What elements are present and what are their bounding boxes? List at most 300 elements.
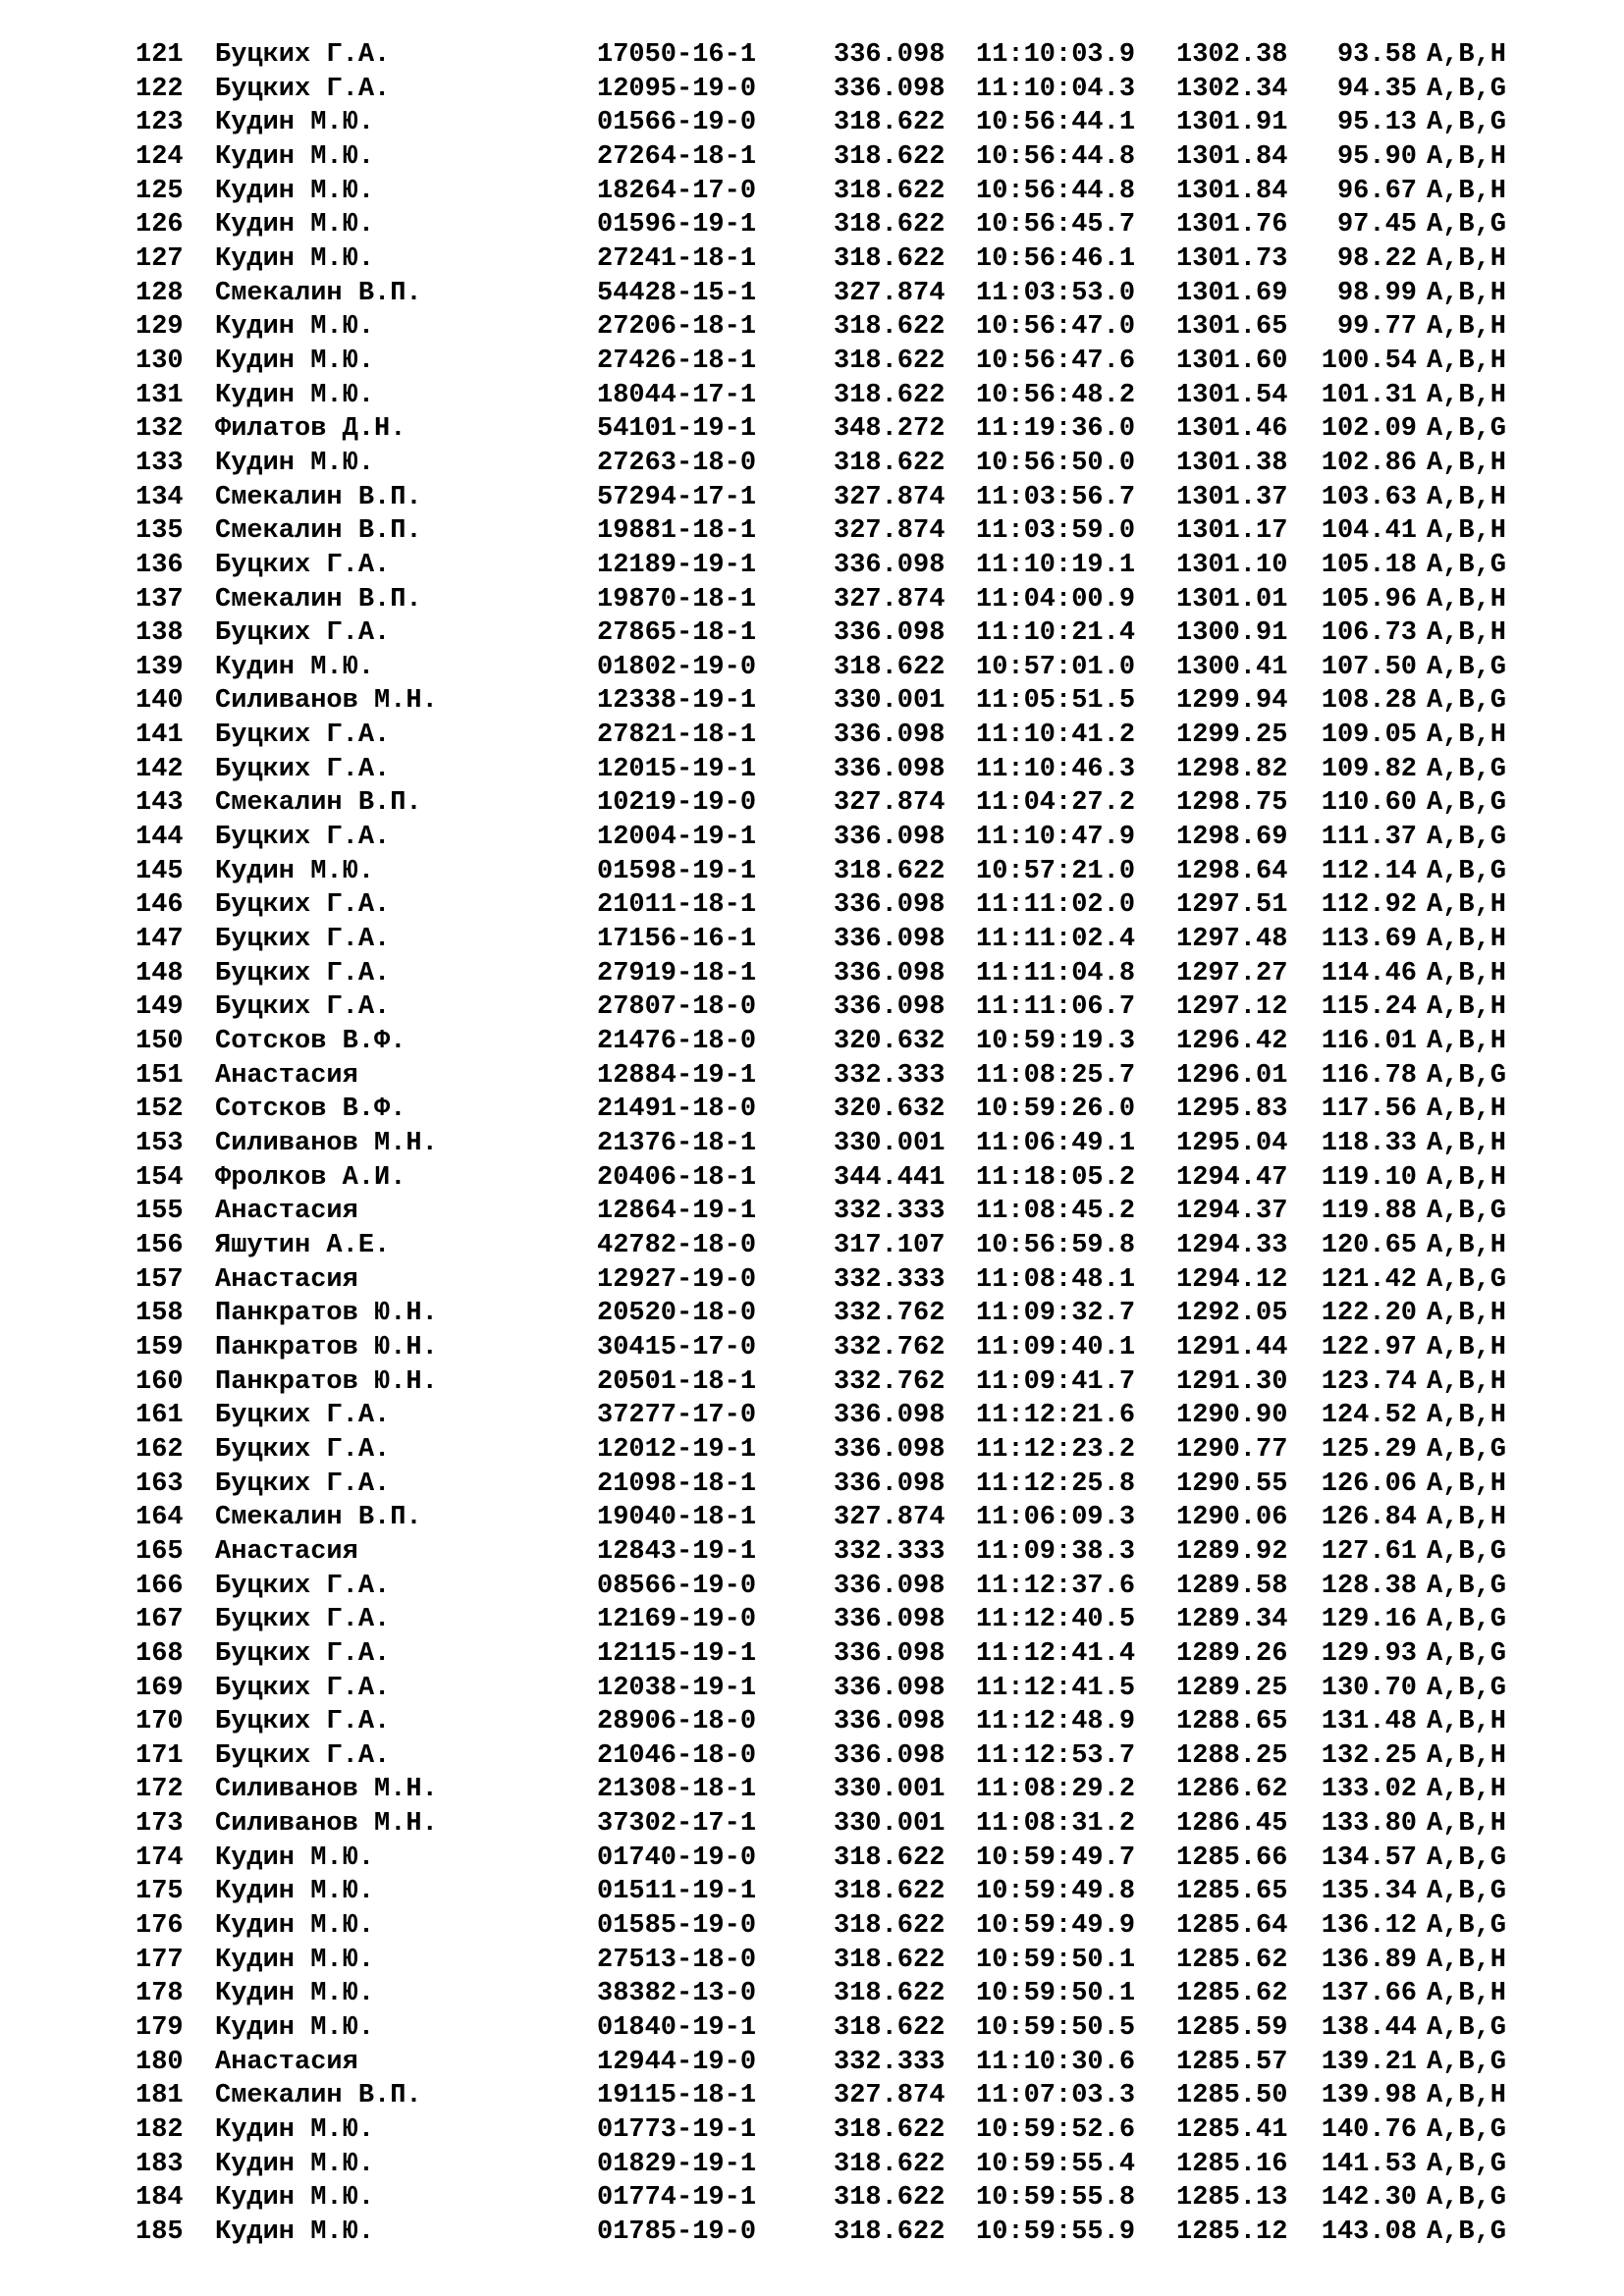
category-flags-cell: A,B,G xyxy=(1427,1434,1507,1465)
fancier-name-cell: Буцких Г.А. xyxy=(215,1468,391,1499)
fancier-name-cell: Кудин М.Ю. xyxy=(215,856,375,886)
speed-cell: 1302.34 xyxy=(1176,74,1288,104)
fancier-name-cell: Смекалин В.П. xyxy=(215,788,422,819)
category-flags-cell: A,B,G xyxy=(1427,823,1507,853)
ring-number-cell: 01829-19-1 xyxy=(597,2149,757,2179)
arrival-time-cell: 10:59:50.5 xyxy=(976,2013,1136,2044)
fancier-name-cell: Буцких Г.А. xyxy=(215,1740,391,1771)
table-row xyxy=(135,447,1549,481)
distance-cell: 348.272 xyxy=(834,414,946,445)
place-cell: 152 xyxy=(135,1095,184,1125)
ring-number-cell: 01773-19-1 xyxy=(597,2115,757,2146)
category-flags-cell: A,B,H xyxy=(1427,1468,1507,1499)
ring-number-cell: 12169-19-0 xyxy=(597,1605,757,1635)
table-row xyxy=(135,1637,1549,1672)
ring-number-cell: 20520-18-0 xyxy=(597,1299,757,1329)
speed-cell: 1294.47 xyxy=(1176,1162,1288,1193)
arrival-time-cell: 11:08:31.2 xyxy=(976,1809,1136,1840)
distance-cell: 336.098 xyxy=(834,992,946,1023)
table-row xyxy=(135,1468,1549,1502)
category-flags-cell: A,B,G xyxy=(1427,1060,1507,1091)
coefficient-cell: 107.50 xyxy=(1321,652,1417,682)
category-flags-cell: A,B,H xyxy=(1427,618,1507,649)
coefficient-cell: 101.31 xyxy=(1321,380,1417,410)
table-row xyxy=(135,1944,1549,1978)
coefficient-cell: 132.25 xyxy=(1321,1740,1417,1771)
ring-number-cell: 57294-17-1 xyxy=(597,482,757,512)
distance-cell: 336.098 xyxy=(834,1740,946,1771)
fancier-name-cell: Смекалин В.П. xyxy=(215,482,422,512)
arrival-time-cell: 11:08:45.2 xyxy=(976,1197,1136,1227)
category-flags-cell: A,B,H xyxy=(1427,1775,1507,1805)
table-row xyxy=(135,1331,1549,1365)
coefficient-cell: 100.54 xyxy=(1321,346,1417,376)
distance-cell: 330.001 xyxy=(834,1809,946,1840)
table-row xyxy=(135,345,1549,379)
coefficient-cell: 122.97 xyxy=(1321,1332,1417,1362)
speed-cell: 1285.64 xyxy=(1176,1911,1288,1942)
coefficient-cell: 117.56 xyxy=(1321,1095,1417,1125)
table-row xyxy=(135,1603,1549,1637)
table-row xyxy=(135,719,1549,753)
coefficient-cell: 93.58 xyxy=(1336,40,1417,70)
place-cell: 157 xyxy=(135,1264,184,1295)
coefficient-cell: 98.99 xyxy=(1336,278,1417,308)
fancier-name-cell: Буцких Г.А. xyxy=(215,823,391,853)
fancier-name-cell: Буцких Г.А. xyxy=(215,1605,391,1635)
place-cell: 165 xyxy=(135,1536,184,1567)
coefficient-cell: 136.12 xyxy=(1321,1911,1417,1942)
fancier-name-cell: Буцких Г.А. xyxy=(215,721,391,751)
table-row xyxy=(135,514,1549,549)
speed-cell: 1301.17 xyxy=(1176,516,1288,547)
distance-cell: 327.874 xyxy=(834,516,946,547)
fancier-name-cell: Кудин М.Ю. xyxy=(215,448,375,478)
category-flags-cell: A,B,H xyxy=(1427,1027,1507,1057)
arrival-time-cell: 10:57:21.0 xyxy=(976,856,1136,886)
fancier-name-cell: Кудин М.Ю. xyxy=(215,2013,375,2044)
speed-cell: 1295.83 xyxy=(1176,1095,1288,1125)
coefficient-cell: 133.02 xyxy=(1321,1775,1417,1805)
category-flags-cell: A,B,H xyxy=(1427,1503,1507,1533)
speed-cell: 1301.38 xyxy=(1176,448,1288,478)
place-cell: 172 xyxy=(135,1775,184,1805)
ring-number-cell: 21476-18-0 xyxy=(597,1027,757,1057)
table-row xyxy=(135,1773,1549,1807)
coefficient-cell: 137.66 xyxy=(1321,1979,1417,2009)
distance-cell: 318.622 xyxy=(834,380,946,410)
ring-number-cell: 37277-17-0 xyxy=(597,1401,757,1431)
table-row xyxy=(135,1535,1549,1570)
arrival-time-cell: 11:10:21.4 xyxy=(976,618,1136,649)
coefficient-cell: 103.63 xyxy=(1321,482,1417,512)
fancier-name-cell: Сотсков В.Ф. xyxy=(215,1095,406,1125)
distance-cell: 336.098 xyxy=(834,823,946,853)
category-flags-cell: A,B,H xyxy=(1427,482,1507,512)
table-row xyxy=(135,38,1549,73)
ring-number-cell: 01511-19-1 xyxy=(597,1877,757,1907)
place-cell: 126 xyxy=(135,210,184,240)
category-flags-cell: A,B,H xyxy=(1427,721,1507,751)
speed-cell: 1297.12 xyxy=(1176,992,1288,1023)
speed-cell: 1290.77 xyxy=(1176,1434,1288,1465)
arrival-time-cell: 10:56:47.0 xyxy=(976,312,1136,343)
category-flags-cell: A,B,H xyxy=(1427,992,1507,1023)
table-row xyxy=(135,277,1549,311)
category-flags-cell: A,B,G xyxy=(1427,754,1507,784)
speed-cell: 1289.92 xyxy=(1176,1536,1288,1567)
distance-cell: 336.098 xyxy=(834,1707,946,1737)
fancier-name-cell: Смекалин В.П. xyxy=(215,278,422,308)
distance-cell: 318.622 xyxy=(834,210,946,240)
speed-cell: 1290.90 xyxy=(1176,1401,1288,1431)
table-row xyxy=(135,1807,1549,1842)
distance-cell: 336.098 xyxy=(834,618,946,649)
place-cell: 185 xyxy=(135,2217,184,2247)
fancier-name-cell: Смекалин В.П. xyxy=(215,584,422,614)
table-row xyxy=(135,1570,1549,1604)
place-cell: 140 xyxy=(135,686,184,717)
ring-number-cell: 17156-16-1 xyxy=(597,925,757,955)
table-row xyxy=(135,753,1549,787)
place-cell: 127 xyxy=(135,243,184,274)
fancier-name-cell: Кудин М.Ю. xyxy=(215,1911,375,1942)
coefficient-cell: 105.96 xyxy=(1321,584,1417,614)
place-cell: 148 xyxy=(135,958,184,988)
ring-number-cell: 10219-19-0 xyxy=(597,788,757,819)
fancier-name-cell: Буцких Г.А. xyxy=(215,992,391,1023)
table-row xyxy=(135,821,1549,855)
table-row xyxy=(135,1399,1549,1433)
coefficient-cell: 97.45 xyxy=(1336,210,1417,240)
ring-number-cell: 12927-19-0 xyxy=(597,1264,757,1295)
category-flags-cell: A,B,G xyxy=(1427,414,1507,445)
arrival-time-cell: 11:10:41.2 xyxy=(976,721,1136,751)
category-flags-cell: A,B,H xyxy=(1427,346,1507,376)
arrival-time-cell: 11:12:40.5 xyxy=(976,1605,1136,1635)
speed-cell: 1289.25 xyxy=(1176,1673,1288,1703)
table-row xyxy=(135,1705,1549,1739)
distance-cell: 327.874 xyxy=(834,482,946,512)
place-cell: 168 xyxy=(135,1638,184,1669)
coefficient-cell: 128.38 xyxy=(1321,1571,1417,1601)
table-row xyxy=(135,175,1549,209)
arrival-time-cell: 10:56:45.7 xyxy=(976,210,1136,240)
place-cell: 131 xyxy=(135,380,184,410)
distance-cell: 336.098 xyxy=(834,40,946,70)
category-flags-cell: A,B,G xyxy=(1427,1673,1507,1703)
arrival-time-cell: 11:12:23.2 xyxy=(976,1434,1136,1465)
category-flags-cell: A,B,G xyxy=(1427,652,1507,682)
fancier-name-cell: Фролков А.И. xyxy=(215,1162,406,1193)
place-cell: 153 xyxy=(135,1129,184,1158)
fancier-name-cell: Анастасия xyxy=(215,1264,358,1295)
coefficient-cell: 111.37 xyxy=(1321,823,1417,853)
fancier-name-cell: Кудин М.Ю. xyxy=(215,1877,375,1907)
speed-cell: 1301.91 xyxy=(1176,108,1288,138)
ring-number-cell: 38382-13-0 xyxy=(597,1979,757,2009)
speed-cell: 1286.62 xyxy=(1176,1775,1288,1805)
speed-cell: 1298.69 xyxy=(1176,823,1288,853)
category-flags-cell: A,B,G xyxy=(1427,686,1507,717)
fancier-name-cell: Буцких Г.А. xyxy=(215,550,391,580)
fancier-name-cell: Буцких Г.А. xyxy=(215,1638,391,1669)
fancier-name-cell: Буцких Г.А. xyxy=(215,1673,391,1703)
category-flags-cell: A,B,G xyxy=(1427,2149,1507,2179)
arrival-time-cell: 11:19:36.0 xyxy=(976,414,1136,445)
ring-number-cell: 27263-18-0 xyxy=(597,448,757,478)
speed-cell: 1294.33 xyxy=(1176,1230,1288,1260)
coefficient-cell: 141.53 xyxy=(1321,2149,1417,2179)
arrival-time-cell: 10:56:44.8 xyxy=(976,141,1136,172)
ring-number-cell: 27865-18-1 xyxy=(597,618,757,649)
fancier-name-cell: Кудин М.Ю. xyxy=(215,1842,375,1873)
category-flags-cell: A,B,H xyxy=(1427,2081,1507,2111)
fancier-name-cell: Кудин М.Ю. xyxy=(215,1945,375,1975)
place-cell: 174 xyxy=(135,1842,184,1873)
ring-number-cell: 01585-19-0 xyxy=(597,1911,757,1942)
distance-cell: 318.622 xyxy=(834,856,946,886)
place-cell: 179 xyxy=(135,2013,184,2044)
speed-cell: 1292.05 xyxy=(1176,1299,1288,1329)
arrival-time-cell: 11:10:30.6 xyxy=(976,2047,1136,2077)
arrival-time-cell: 10:59:49.9 xyxy=(976,1911,1136,1942)
table-row xyxy=(135,786,1549,821)
coefficient-cell: 125.29 xyxy=(1321,1434,1417,1465)
ring-number-cell: 54428-15-1 xyxy=(597,278,757,308)
speed-cell: 1301.84 xyxy=(1176,176,1288,206)
place-cell: 156 xyxy=(135,1230,184,1260)
category-flags-cell: A,B,G xyxy=(1427,1877,1507,1907)
coefficient-cell: 123.74 xyxy=(1321,1366,1417,1397)
fancier-name-cell: Анастасия xyxy=(215,1197,358,1227)
category-flags-cell: A,B,G xyxy=(1427,1536,1507,1567)
distance-cell: 336.098 xyxy=(834,74,946,104)
ring-number-cell: 12944-19-0 xyxy=(597,2047,757,2077)
arrival-time-cell: 11:06:49.1 xyxy=(976,1129,1136,1158)
ring-number-cell: 54101-19-1 xyxy=(597,414,757,445)
speed-cell: 1301.01 xyxy=(1176,584,1288,614)
ring-number-cell: 01740-19-0 xyxy=(597,1842,757,1873)
place-cell: 154 xyxy=(135,1162,184,1193)
ring-number-cell: 12843-19-1 xyxy=(597,1536,757,1567)
distance-cell: 318.622 xyxy=(834,1911,946,1942)
table-row xyxy=(135,106,1549,140)
ring-number-cell: 30415-17-0 xyxy=(597,1332,757,1362)
table-row xyxy=(135,1297,1549,1331)
place-cell: 173 xyxy=(135,1809,184,1840)
ring-number-cell: 12004-19-1 xyxy=(597,823,757,853)
speed-cell: 1301.54 xyxy=(1176,380,1288,410)
distance-cell: 318.622 xyxy=(834,2183,946,2214)
fancier-name-cell: Буцких Г.А. xyxy=(215,1434,391,1465)
coefficient-cell: 133.80 xyxy=(1321,1809,1417,1840)
place-cell: 128 xyxy=(135,278,184,308)
category-flags-cell: A,B,G xyxy=(1427,2013,1507,2044)
distance-cell: 332.333 xyxy=(834,1197,946,1227)
speed-cell: 1285.41 xyxy=(1176,2115,1288,2146)
arrival-time-cell: 11:10:19.1 xyxy=(976,550,1136,580)
place-cell: 146 xyxy=(135,890,184,921)
distance-cell: 318.622 xyxy=(834,108,946,138)
place-cell: 169 xyxy=(135,1673,184,1703)
ring-number-cell: 01785-19-0 xyxy=(597,2217,757,2247)
place-cell: 181 xyxy=(135,2081,184,2111)
category-flags-cell: A,B,H xyxy=(1427,1095,1507,1125)
speed-cell: 1301.69 xyxy=(1176,278,1288,308)
ring-number-cell: 28906-18-0 xyxy=(597,1707,757,1737)
category-flags-cell: A,B,G xyxy=(1427,108,1507,138)
category-flags-cell: A,B,G xyxy=(1427,1264,1507,1295)
fancier-name-cell: Кудин М.Ю. xyxy=(215,243,375,274)
table-row xyxy=(135,1739,1549,1774)
fancier-name-cell: Силиванов М.Н. xyxy=(215,1775,438,1805)
speed-cell: 1299.94 xyxy=(1176,686,1288,717)
place-cell: 155 xyxy=(135,1197,184,1227)
category-flags-cell: A,B,H xyxy=(1427,141,1507,172)
ring-number-cell: 12115-19-1 xyxy=(597,1638,757,1669)
distance-cell: 327.874 xyxy=(834,788,946,819)
distance-cell: 336.098 xyxy=(834,1401,946,1431)
coefficient-cell: 127.61 xyxy=(1321,1536,1417,1567)
fancier-name-cell: Силиванов М.Н. xyxy=(215,1129,438,1158)
distance-cell: 344.441 xyxy=(834,1162,946,1193)
distance-cell: 332.762 xyxy=(834,1332,946,1362)
coefficient-cell: 119.10 xyxy=(1321,1162,1417,1193)
category-flags-cell: A,B,H xyxy=(1427,1129,1507,1158)
table-row xyxy=(135,1672,1549,1706)
place-cell: 150 xyxy=(135,1027,184,1057)
fancier-name-cell: Филатов Д.Н. xyxy=(215,414,406,445)
ring-number-cell: 27513-18-0 xyxy=(597,1945,757,1975)
speed-cell: 1286.45 xyxy=(1176,1809,1288,1840)
ring-number-cell: 12884-19-1 xyxy=(597,1060,757,1091)
speed-cell: 1298.64 xyxy=(1176,856,1288,886)
fancier-name-cell: Кудин М.Ю. xyxy=(215,176,375,206)
ring-number-cell: 01596-19-1 xyxy=(597,210,757,240)
coefficient-cell: 95.13 xyxy=(1336,108,1417,138)
fancier-name-cell: Кудин М.Ю. xyxy=(215,2183,375,2214)
table-row xyxy=(135,1161,1549,1196)
coefficient-cell: 118.33 xyxy=(1321,1129,1417,1158)
table-row xyxy=(135,1875,1549,1909)
speed-cell: 1301.37 xyxy=(1176,482,1288,512)
distance-cell: 336.098 xyxy=(834,1673,946,1703)
speed-cell: 1297.51 xyxy=(1176,890,1288,921)
fancier-name-cell: Буцких Г.А. xyxy=(215,925,391,955)
table-row xyxy=(135,583,1549,617)
distance-cell: 318.622 xyxy=(834,141,946,172)
coefficient-cell: 129.93 xyxy=(1321,1638,1417,1669)
distance-cell: 318.622 xyxy=(834,1877,946,1907)
speed-cell: 1294.37 xyxy=(1176,1197,1288,1227)
coefficient-cell: 114.46 xyxy=(1321,958,1417,988)
distance-cell: 318.622 xyxy=(834,2115,946,2146)
coefficient-cell: 115.24 xyxy=(1321,992,1417,1023)
speed-cell: 1285.12 xyxy=(1176,2217,1288,2247)
coefficient-cell: 142.30 xyxy=(1321,2183,1417,2214)
speed-cell: 1294.12 xyxy=(1176,1264,1288,1295)
fancier-name-cell: Буцких Г.А. xyxy=(215,1571,391,1601)
place-cell: 184 xyxy=(135,2183,184,2214)
ring-number-cell: 01598-19-1 xyxy=(597,856,757,886)
speed-cell: 1300.41 xyxy=(1176,652,1288,682)
arrival-time-cell: 11:08:48.1 xyxy=(976,1264,1136,1295)
fancier-name-cell: Панкратов Ю.Н. xyxy=(215,1332,438,1362)
ring-number-cell: 12864-19-1 xyxy=(597,1197,757,1227)
category-flags-cell: A,B,H xyxy=(1427,40,1507,70)
arrival-time-cell: 10:59:55.8 xyxy=(976,2183,1136,2214)
speed-cell: 1301.60 xyxy=(1176,346,1288,376)
distance-cell: 327.874 xyxy=(834,278,946,308)
arrival-time-cell: 11:03:53.0 xyxy=(976,278,1136,308)
arrival-time-cell: 11:11:04.8 xyxy=(976,958,1136,988)
coefficient-cell: 143.08 xyxy=(1321,2217,1417,2247)
ring-number-cell: 21376-18-1 xyxy=(597,1129,757,1158)
speed-cell: 1301.10 xyxy=(1176,550,1288,580)
place-cell: 183 xyxy=(135,2149,184,2179)
coefficient-cell: 106.73 xyxy=(1321,618,1417,649)
distance-cell: 336.098 xyxy=(834,1605,946,1635)
arrival-time-cell: 11:10:03.9 xyxy=(976,40,1136,70)
ring-number-cell: 27241-18-1 xyxy=(597,243,757,274)
speed-cell: 1285.57 xyxy=(1176,2047,1288,2077)
distance-cell: 332.762 xyxy=(834,1299,946,1329)
place-cell: 158 xyxy=(135,1299,184,1329)
fancier-name-cell: Анастасия xyxy=(215,1060,358,1091)
place-cell: 136 xyxy=(135,550,184,580)
table-row xyxy=(135,1229,1549,1263)
place-cell: 171 xyxy=(135,1740,184,1771)
coefficient-cell: 112.92 xyxy=(1321,890,1417,921)
table-row xyxy=(135,379,1549,413)
place-cell: 141 xyxy=(135,721,184,751)
distance-cell: 332.333 xyxy=(834,1264,946,1295)
coefficient-cell: 139.21 xyxy=(1321,2047,1417,2077)
distance-cell: 318.622 xyxy=(834,652,946,682)
speed-cell: 1298.75 xyxy=(1176,788,1288,819)
speed-cell: 1285.66 xyxy=(1176,1842,1288,1873)
distance-cell: 320.632 xyxy=(834,1095,946,1125)
arrival-time-cell: 10:56:44.8 xyxy=(976,176,1136,206)
arrival-time-cell: 10:59:55.4 xyxy=(976,2149,1136,2179)
speed-cell: 1291.44 xyxy=(1176,1332,1288,1362)
table-row xyxy=(135,2011,1549,2046)
distance-cell: 330.001 xyxy=(834,686,946,717)
speed-cell: 1297.48 xyxy=(1176,925,1288,955)
arrival-time-cell: 11:12:37.6 xyxy=(976,1571,1136,1601)
place-cell: 133 xyxy=(135,448,184,478)
place-cell: 175 xyxy=(135,1877,184,1907)
fancier-name-cell: Кудин М.Ю. xyxy=(215,2115,375,2146)
speed-cell: 1285.16 xyxy=(1176,2149,1288,2179)
arrival-time-cell: 10:56:59.8 xyxy=(976,1230,1136,1260)
place-cell: 176 xyxy=(135,1911,184,1942)
table-row xyxy=(135,140,1549,175)
fancier-name-cell: Смекалин В.П. xyxy=(215,516,422,547)
coefficient-cell: 126.06 xyxy=(1321,1468,1417,1499)
distance-cell: 336.098 xyxy=(834,1434,946,1465)
speed-cell: 1295.04 xyxy=(1176,1129,1288,1158)
distance-cell: 318.622 xyxy=(834,2149,946,2179)
fancier-name-cell: Смекалин В.П. xyxy=(215,1503,422,1533)
distance-cell: 332.333 xyxy=(834,2047,946,2077)
fancier-name-cell: Буцких Г.А. xyxy=(215,40,391,70)
arrival-time-cell: 10:59:49.8 xyxy=(976,1877,1136,1907)
place-cell: 161 xyxy=(135,1401,184,1431)
place-cell: 149 xyxy=(135,992,184,1023)
distance-cell: 317.107 xyxy=(834,1230,946,1260)
